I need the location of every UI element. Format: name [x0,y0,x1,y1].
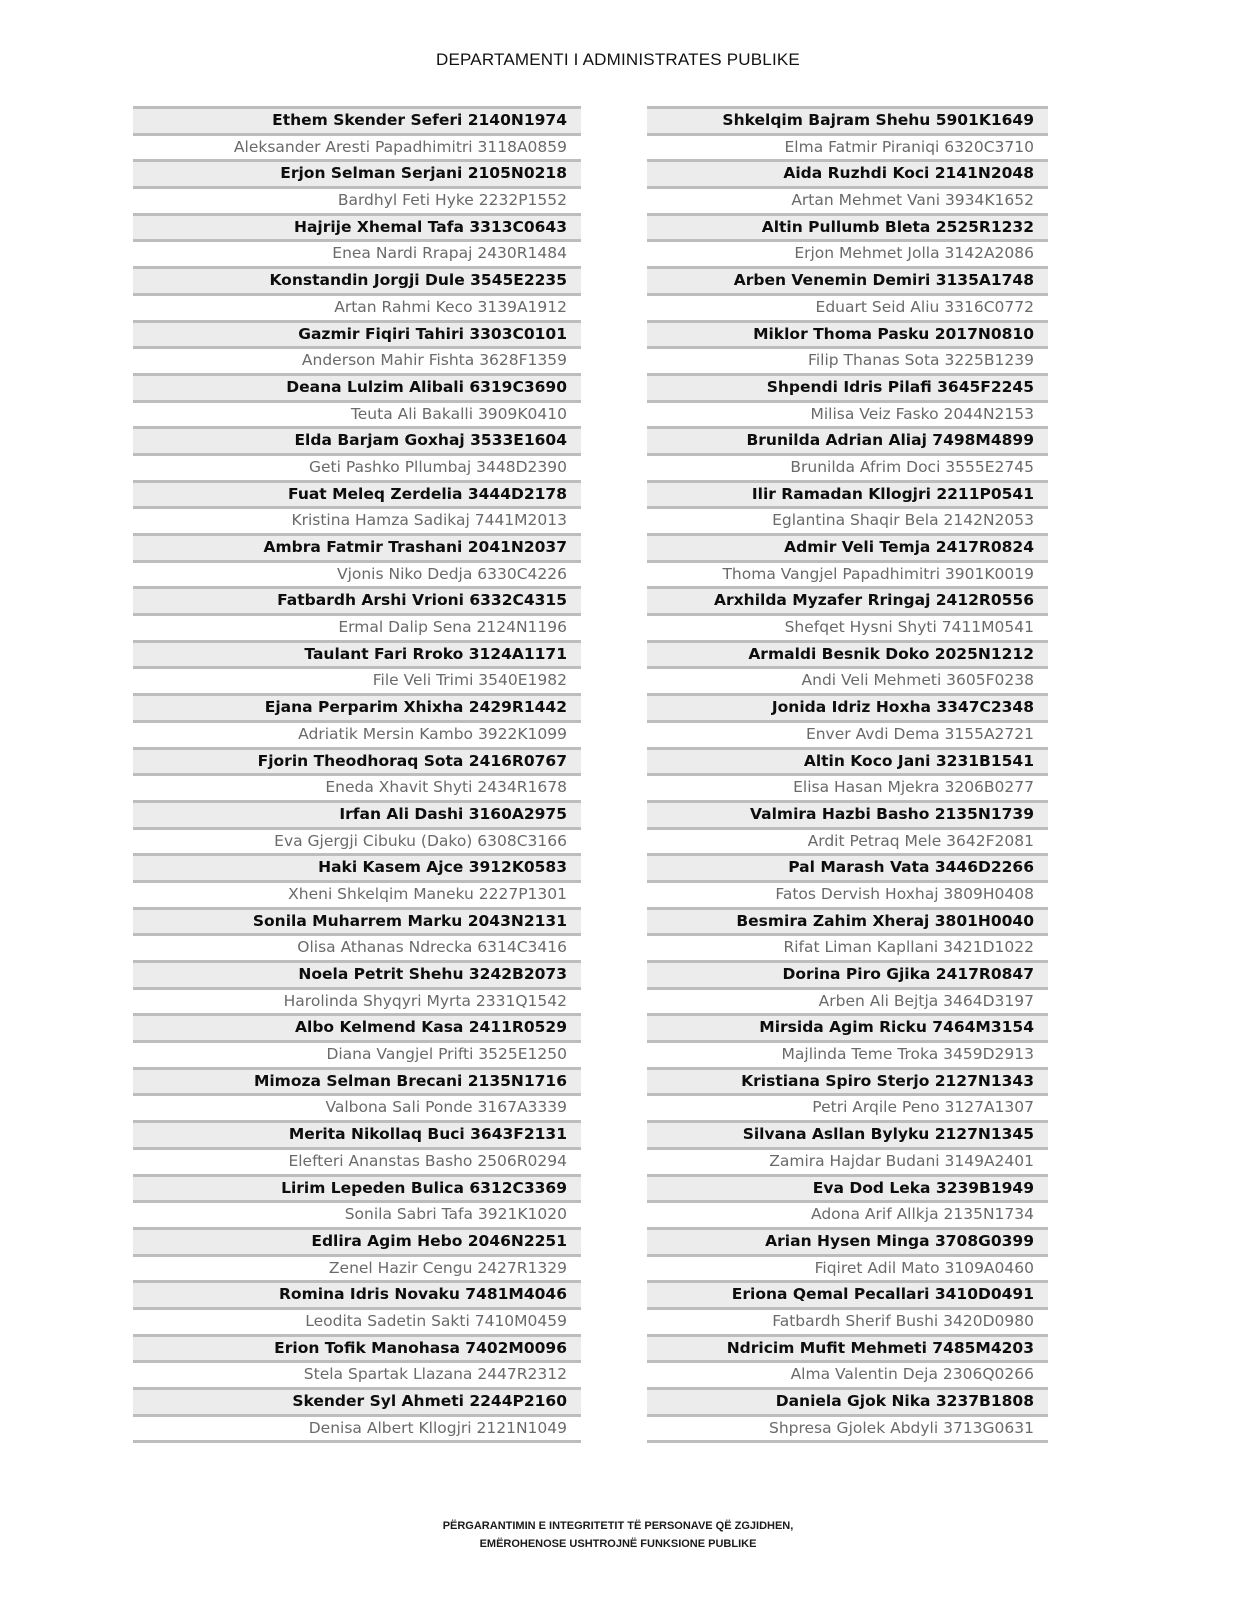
left-column-row: Sonila Muharrem Marku 2043N2131 [133,907,581,934]
left-column-row: Konstandin Jorgji Dule 3545E2235 [133,266,581,293]
right-column-row: Eglantina Shaqir Bela 2142N2053 [647,506,1048,533]
left-column-row: Noela Petrit Shehu 3242B2073 [133,960,581,987]
left-column-row: Anderson Mahir Fishta 3628F1359 [133,346,581,373]
right-column-row: Andi Veli Mehmeti 3605F0238 [647,666,1048,693]
right-column-row: Filip Thanas Sota 3225B1239 [647,346,1048,373]
right-column-row: Altin Pullumb Bleta 2525R1232 [647,213,1048,240]
right-column-row: Mirsida Agim Ricku 7464M3154 [647,1013,1048,1040]
footer-line-2: EMËROHENOSE USHTROJNË FUNKSIONE PUBLIKE [479,1538,757,1550]
footer-line-1: PËRGARANTIMIN E INTEGRITETIT TË PERSONAVE QË ZGJIDHEN, [442,1520,794,1532]
right-column-row: Shefqet Hysni Shyti 7411M0541 [647,613,1048,640]
left-column-row: Teuta Ali Bakalli 3909K0410 [133,400,581,427]
right-column-row: Shpresa Gjolek Abdyli 3713G0631 [647,1414,1048,1441]
right-column-row: Erjon Mehmet Jolla 3142A2086 [647,239,1048,266]
right-column-row: Enver Avdi Dema 3155A2721 [647,720,1048,747]
right-column-row: Petri Arqile Peno 3127A1307 [647,1093,1048,1120]
left-column-row: Gazmir Fiqiri Tahiri 3303C0101 [133,320,581,347]
left-column-row: Eneda Xhavit Shyti 2434R1678 [133,773,581,800]
right-column-row: Elisa Hasan Mjekra 3206B0277 [647,773,1048,800]
right-column-row: Ndricim Mufit Mehmeti 7485M4203 [647,1334,1048,1361]
left-column-row: Merita Nikollaq Buci 3643F2131 [133,1120,581,1147]
right-column-row: Brunilda Afrim Doci 3555E2745 [647,453,1048,480]
right-column-row: Valmira Hazbi Basho 2135N1739 [647,800,1048,827]
left-column-row: Elefteri Ananstas Basho 2506R0294 [133,1147,581,1174]
left-column-row: Kristina Hamza Sadikaj 7441M2013 [133,506,581,533]
right-column-row: Admir Veli Temja 2417R0824 [647,533,1048,560]
right-column-row: Majlinda Teme Troka 3459D2913 [647,1040,1048,1067]
left-column-row: Xheni Shkelqim Maneku 2227P1301 [133,880,581,907]
left-column-row: Deana Lulzim Alibali 6319C3690 [133,373,581,400]
left-column-row: Skender Syl Ahmeti 2244P2160 [133,1387,581,1414]
right-column-row: Arben Venemin Demiri 3135A1748 [647,266,1048,293]
right-column-row: Jonida Idriz Hoxha 3347C2348 [647,693,1048,720]
right-column-row: Eva Dod Leka 3239B1949 [647,1174,1048,1201]
right-column-row: Arxhilda Myzafer Rringaj 2412R0556 [647,586,1048,613]
right-column-bottom-rule [647,1440,1048,1443]
right-column-row: Shpendi Idris Pilafi 3645F2245 [647,373,1048,400]
left-column-row: Sonila Sabri Tafa 3921K1020 [133,1200,581,1227]
right-column-row: Eduart Seid Aliu 3316C0772 [647,293,1048,320]
left-column-row: Erion Tofik Manohasa 7402M0096 [133,1334,581,1361]
left-column-row: File Veli Trimi 3540E1982 [133,666,581,693]
left-column-row: Aleksander Aresti Papadhimitri 3118A0859 [133,133,581,160]
right-column-row: Kristiana Spiro Sterjo 2127N1343 [647,1067,1048,1094]
left-column-row: Irfan Ali Dashi 3160A2975 [133,800,581,827]
right-column-row: Arben Ali Bejtja 3464D3197 [647,987,1048,1014]
left-column-row: Leodita Sadetin Sakti 7410M0459 [133,1307,581,1334]
left-column-row: Adriatik Mersin Kambo 3922K1099 [133,720,581,747]
page-footer [0,1517,1236,1553]
left-column-row: Hajrije Xhemal Tafa 3313C0643 [133,213,581,240]
right-column-row: Pal Marash Vata 3446D2266 [647,853,1048,880]
left-column-row: Diana Vangjel Prifti 3525E1250 [133,1040,581,1067]
left-column-row: Valbona Sali Ponde 3167A3339 [133,1093,581,1120]
left-column-row: Stela Spartak Llazana 2447R2312 [133,1360,581,1387]
left-column-row: Albo Kelmend Kasa 2411R0529 [133,1013,581,1040]
left-column-row: Lirim Lepeden Bulica 6312C3369 [133,1174,581,1201]
left-column-row: Ethem Skender Seferi 2140N1974 [133,106,581,133]
left-column-row: Erjon Selman Serjani 2105N0218 [133,159,581,186]
left-column-row: Fuat Meleq Zerdelia 3444D2178 [133,480,581,507]
right-name-column [647,106,1048,1443]
left-column-row: Elda Barjam Goxhaj 3533E1604 [133,426,581,453]
left-column-row: Denisa Albert Kllogjri 2121N1049 [133,1414,581,1441]
left-column-row: Harolinda Shyqyri Myrta 2331Q1542 [133,987,581,1014]
left-column-row: Fjorin Theodhoraq Sota 2416R0767 [133,747,581,774]
right-column-row: Elma Fatmir Piraniqi 6320C3710 [647,133,1048,160]
right-column-row: Thoma Vangjel Papadhimitri 3901K0019 [647,560,1048,587]
left-column-row: Enea Nardi Rrapaj 2430R1484 [133,239,581,266]
left-column-row: Vjonis Niko Dedja 6330C4226 [133,560,581,587]
right-column-row: Adona Arif Allkja 2135N1734 [647,1200,1048,1227]
right-column-row: Ardit Petraq Mele 3642F2081 [647,827,1048,854]
page-title: DEPARTAMENTI I ADMINISTRATES PUBLIKE [436,50,800,69]
right-column-row: Silvana Asllan Bylyku 2127N1345 [647,1120,1048,1147]
right-column-row: Shkelqim Bajram Shehu 5901K1649 [647,106,1048,133]
right-column-row: Milisa Veiz Fasko 2044N2153 [647,400,1048,427]
left-column-row: Ambra Fatmir Trashani 2041N2037 [133,533,581,560]
right-column-row: Fiqiret Adil Mato 3109A0460 [647,1254,1048,1281]
left-column-bottom-rule [133,1440,581,1443]
right-column-row: Ilir Ramadan Kllogjri 2211P0541 [647,480,1048,507]
right-column-row: Daniela Gjok Nika 3237B1808 [647,1387,1048,1414]
right-column-row: Alma Valentin Deja 2306Q0266 [647,1360,1048,1387]
right-column-row: Brunilda Adrian Aliaj 7498M4899 [647,426,1048,453]
left-column-row: Zenel Hazir Cengu 2427R1329 [133,1254,581,1281]
right-column-row: Aida Ruzhdi Koci 2141N2048 [647,159,1048,186]
right-column-row: Zamira Hajdar Budani 3149A2401 [647,1147,1048,1174]
left-name-column [133,106,581,1443]
left-column-row: Eva Gjergji Cibuku (Dako) 6308C3166 [133,827,581,854]
left-column-row: Haki Kasem Ajce 3912K0583 [133,853,581,880]
right-column-row: Fatbardh Sherif Bushi 3420D0980 [647,1307,1048,1334]
left-column-row: Geti Pashko Pllumbaj 3448D2390 [133,453,581,480]
left-column-row: Ermal Dalip Sena 2124N1196 [133,613,581,640]
left-column-row: Bardhyl Feti Hyke 2232P1552 [133,186,581,213]
right-column-row: Dorina Piro Gjika 2417R0847 [647,960,1048,987]
left-column-row: Romina Idris Novaku 7481M4046 [133,1280,581,1307]
right-column-row: Besmira Zahim Xheraj 3801H0040 [647,907,1048,934]
left-column-row: Artan Rahmi Keco 3139A1912 [133,293,581,320]
right-column-row: Artan Mehmet Vani 3934K1652 [647,186,1048,213]
right-column-row: Eriona Qemal Pecallari 3410D0491 [647,1280,1048,1307]
right-column-row: Fatos Dervish Hoxhaj 3809H0408 [647,880,1048,907]
left-column-row: Olisa Athanas Ndrecka 6314C3416 [133,933,581,960]
right-column-row: Armaldi Besnik Doko 2025N1212 [647,640,1048,667]
right-column-row: Altin Koco Jani 3231B1541 [647,747,1048,774]
right-column-row: Rifat Liman Kapllani 3421D1022 [647,933,1048,960]
left-column-row: Mimoza Selman Brecani 2135N1716 [133,1067,581,1094]
right-column-row: Miklor Thoma Pasku 2017N0810 [647,320,1048,347]
left-column-row: Fatbardh Arshi Vrioni 6332C4315 [133,586,581,613]
left-column-row: Ejana Perparim Xhixha 2429R1442 [133,693,581,720]
right-column-row: Arian Hysen Minga 3708G0399 [647,1227,1048,1254]
left-column-row: Taulant Fari Rroko 3124A1171 [133,640,581,667]
left-column-row: Edlira Agim Hebo 2046N2251 [133,1227,581,1254]
